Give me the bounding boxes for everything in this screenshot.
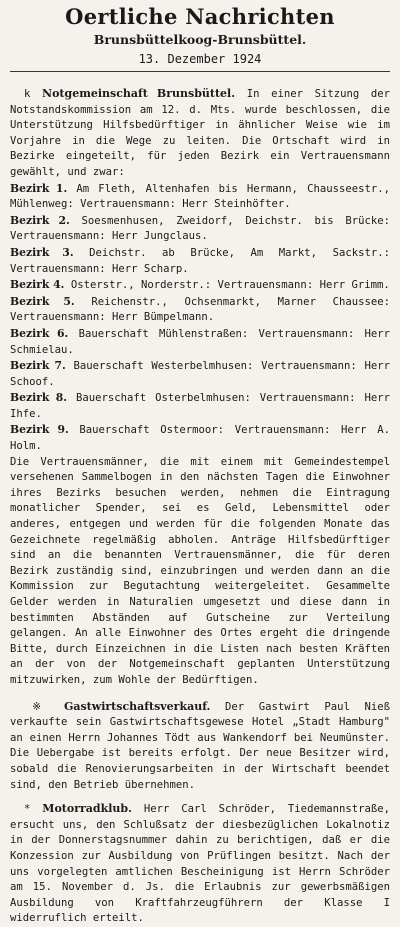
lead-marker: k — [24, 88, 31, 100]
article-paragraph — [10, 699, 390, 794]
bezirk-text: Osterstr., Norderstr.: Vertrauensmann: Herr Grimm. — [70, 279, 390, 292]
article-notgemeinschaft — [10, 86, 390, 689]
bezirk-item — [10, 277, 390, 294]
bezirk-text: Bauerschaft Westerbelmhusen: Vertrauensmann: Herr Schoof. — [10, 360, 390, 388]
bezirk-label: Bezirk 9. — [10, 423, 69, 437]
bezirk-item — [10, 213, 390, 245]
section-title: Oertliche Nachrichten — [65, 4, 335, 29]
article-heading: Motorradklub. — [42, 802, 132, 816]
article-gastwirtschaftsverkauf — [10, 699, 390, 794]
issue-date: 13. Dezember 1924 — [138, 52, 262, 66]
article-intro-text: In einer Sitzung der Notstandskommission am 12. d. Mts. wurde beschlossen, die Unterstützung Hilfsbedürftiger in ähnlicher Weise wie im Vorjahre in die Wege zu leiten. Die Ortschaft wird in Bezirke eingeteilt, für jeden Bezirk ein Vertrauensmann gewählt, und zwar: — [10, 88, 391, 178]
lead-marker: * — [24, 803, 31, 816]
bezirk-text: Bauerschaft Mühlenstraßen: Vertrauensmann: Herr Schmielau. — [10, 327, 390, 356]
bezirk-text: Bauerschaft Osterbelmhusen: Vertrauensmann: Herr Ihfe. — [10, 392, 390, 420]
article-intro — [10, 86, 390, 181]
bezirk-label: Bezirk 2. — [10, 213, 70, 227]
article-text: Der Gastwirt Paul Nieß verkaufte sein Gastwirtschaftsgewese Hotel „Stadt Hamburg" an einen Herrn Johannes Tödt aus Wankendorf bei Neumünster. Die Uebergabe ist bereits erfolgt. Der neue Besitzer wird, sobald die Renovierungsarbeiten in der Wirtschaft beendet sind, den Betrieb übernehmen. — [10, 700, 390, 791]
article-heading: Notgemeinschaft Brunsbüttel. — [42, 87, 236, 100]
lead-marker: ※ — [24, 700, 50, 713]
bezirk-list — [10, 181, 390, 455]
bezirk-item — [10, 358, 390, 390]
bezirk-item — [10, 326, 390, 358]
bezirk-item — [10, 390, 390, 422]
bezirk-text: Reichenstr., Ochsenmarkt, Marner Chaussee: Vertrauensmann: Herr Bümpelmann. — [10, 295, 390, 324]
bezirk-text: Bauerschaft Ostermoor: Vertrauensmann: Herr A. Holm. — [10, 424, 390, 453]
bezirk-item — [10, 245, 390, 277]
article-text: Herr Carl Schröder, Tiedemannstraße, ersucht uns, den Schlußsatz der diesbezüglichen Lokalnotiz in der Donnerstagsnummer dahin zu berichtigen, daß er die Konzession zur Ausbildung von Prüflingen besitzt. Nach der uns vorgelegten amtlichen Bescheinigung ist Herrn Schröder am 15. November d. Js. die Erlaubnis zur gewerbsmäßigen Ausbildung von Kraftfahrzeugführern der Klasse I widerruflich erteilt. — [10, 803, 390, 925]
article-heading: Gastwirtschaftsverkauf. — [63, 699, 211, 713]
bezirk-label: Bezirk 8. — [10, 391, 68, 405]
bezirk-label: Bezirk 3. — [10, 245, 74, 259]
bezirk-label: Bezirk 6. — [10, 326, 69, 340]
bezirk-item — [10, 422, 390, 454]
bezirk-label: Bezirk 4. — [10, 278, 65, 292]
section-subtitle: Brunsbüttelkoog-Brunsbüttel. — [93, 32, 307, 47]
article-motorradklub — [10, 801, 390, 927]
bezirk-text: Am Fleth, Altenhafen bis Hermann, Chausseestr., Mühlenweg: Vertrauensmann: Herr Steinhöfter. — [10, 182, 390, 211]
article-paragraph — [10, 801, 390, 927]
article-closing: Die Vertrauensmänner, die mit einem mit Gemeindestempel versehenen Sammelbogen in den nächsten Tagen die Einwohner ihres Bezirks besuchen werden, nehmen die Eintragung monatlicher Spender, sei es Geld, Lebensmittel oder anderes, entgegen und werden für die folgenden Monate das Gezeichnete regelmäßig abholen. Anträge Hilfsbedürftiger sind an die benannten Vertrauensmänner, die für deren Bezirk zuständig sind, einzubringen und werden dann an die Kommission zur Begutachtung weitergeleitet. Gesammelte Gelder werden in Naturalien umgesetzt und diese dann in bestimmten Abständen auf Gutscheine zur Verteilung gelangen. An alle Einwohner des Ortes ergeht die dringende Bitte, durch Einzeichnen in die Listen nach besten Kräften an der von der Notgemeinschaft geplanten Unterstützung mitzuwirken, zum Wohle der Bedürftigen. — [10, 455, 390, 686]
masthead — [10, 4, 390, 68]
bezirk-item — [10, 181, 390, 213]
bezirk-label: Bezirk 1. — [10, 181, 68, 195]
bezirk-text: Soesmenhusen, Zweidorf, Deichstr. bis Brücke: Vertrauensmann: Herr Jungclaus. — [10, 214, 390, 243]
divider — [10, 71, 390, 72]
bezirk-label: Bezirk 7. — [10, 359, 66, 373]
bezirk-label: Bezirk 5. — [10, 294, 75, 308]
bezirk-text: Deichstr. ab Brücke, Am Markt, Sackstr.: Vertrauensmann: Herr Scharp. — [10, 246, 390, 275]
bezirk-item — [10, 294, 390, 326]
